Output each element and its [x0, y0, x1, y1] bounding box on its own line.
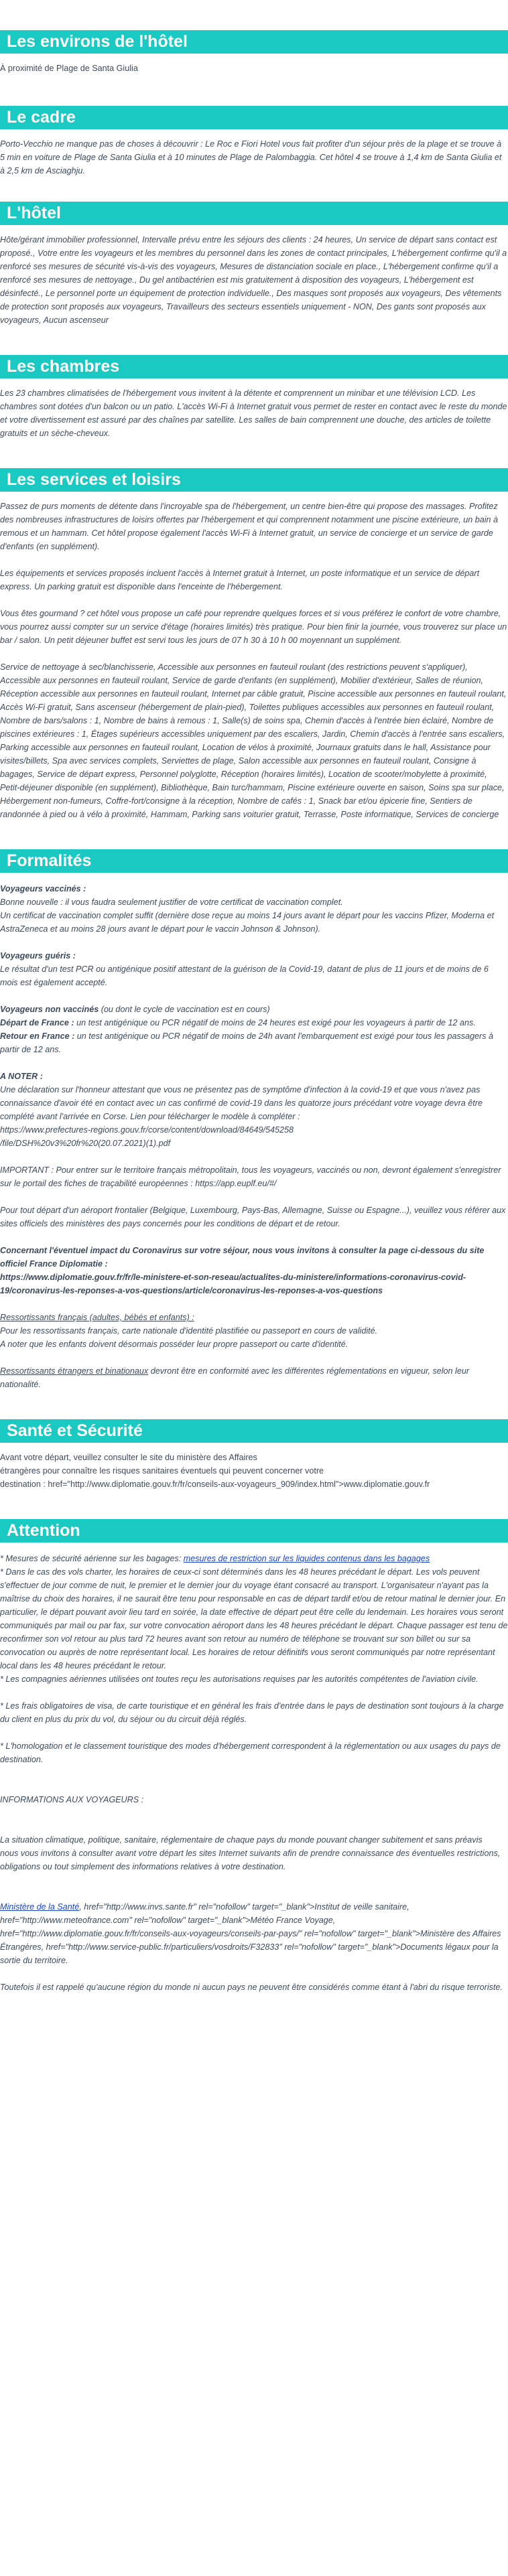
depart-text: un test antigénique ou PCR négatif de moins de 24 heures est exigé pour les voyageurs à partir de 12 ans. [74, 1018, 476, 1027]
section-title-services: Les services et loisirs [0, 468, 508, 492]
chambres-text: Les 23 chambres climatisées de l'hébergement vous invitent à la détente et comprennent un minibar et une télévision LCD. Les chambres sont dotées d'un balcon ou un patio. L'accès Wi-Fi à Internet gratuit vous permet de rester en contact avec le reste du monde et votre divertissement est assuré par des chaînes par satellite. Les salles de bain comprennent une douche, des articles de toilette gratuits et un sèche-cheveux. [0, 388, 507, 438]
retour-line [0, 1029, 508, 1056]
section-title-sante: Santé et Sécurité [0, 1419, 508, 1443]
services-paragraph-3: Vous êtes gourmand ? cet hôtel vous propose un café pour reprendre quelques forces et si vous préférez le confort de votre chambre, vous pourrez aussi compter sur un service d'étage (horaires limités) très pratique. Pour bien finir la journée, vous trouverez sur place un bar / salon. Un petit déjeuner buffet est servi tous les jours de 07 h 30 à 10 h 00 moyennant un supplément. [0, 609, 507, 645]
gueris-text: Le résultat d'un test PCR ou antigénique positif attestant de la guérison de la Covid-19, datant de plus de 11 jours et de moins de 6 mois est également accepté. [0, 964, 489, 987]
anoter-text: Une déclaration sur l'honneur attestant que vous ne présentez pas de symptôme d'infection à la covid-19 et que vous n'avez pas connaissance d'avoir été en contact avec un cas confirmé de covid-19 dans les quatorze jours précédant votre voyage devra être complété avant l'arrivée en Corse. Lien pour télécharger le modèle à compléter : https://www.prefectures-regions.gouv.fr/corse/content/download/84649/545258 /file/DSH%20v3%20fr%20(20.07.2021)(1).pdf [0, 1085, 483, 1148]
vaccines-text: Bonne nouvelle : il vous faudra seulement justifier de votre certificat de vaccination complet. Un certificat de vaccination complet suffit (dernière dose reçue au moins 14 jours avant le départ pour les vaccins Pfizer, Moderna et AstraZeneca et au moins 28 jours avant le départ pour le vaccin Johnson & Johnson). [0, 898, 495, 934]
section-services [0, 468, 508, 821]
sante-text: Avant votre départ, veuillez consulter le site du ministère des Affaires étrangères pour connaître les risques sanitaires éventuels qui peuvent concerner votre destination : href="http://www.diplomatie.gouv.fr/fr/conseils-aux-voyageurs_909/index.html">www.diplomatie.gouv.fr [0, 1453, 430, 1489]
situation-text: La situation climatique, politique, sanitaire, réglementaire de chaque pays du monde pouvant changer subitement et sans préavis nous vous invitons à consulter avant votre départ les sites Internet suivants afin de prendre connaissance des éventuelles restrictions, obligations ou tout simplement des informations relatives à votre destination. [0, 1835, 501, 1871]
section-title-formalites: Formalités [0, 849, 508, 873]
section-title-attention: Attention [0, 1519, 508, 1543]
hotel-text: Hôte/gérant immobilier professionnel, Intervalle prévu entre les séjours des clients : 24 heures, Un service de départ sans contact est proposé., Votre entre les voyageurs et les membres du personnel dans les zones de contact principales, L'hébergement confirme qu'il a renforcé ses mesures de sécurité vis-à-vis des voyageurs, Mesures de distanciation sociale en place., L'hébergement confirme qu'il a renforcé ses mesures de nettoyage., Du gel antibactérien est mis gratuitement à disposition des voyageurs, L'hébergement est désinfecté., Le personnel porte un équipement de protection individuelle., Des masques sont proposés aux voyageurs, Des vêtements de protection sont proposés aux voyageurs, Travailleurs des secteurs essentiels uniquement - NON, Des gants sont proposés aux voyageurs, Aucun ascenseur [0, 235, 507, 325]
concernant-text: Concernant l'éventuel impact du Coronavirus sur votre séjour, nous vous invitons à consulter la page ci-dessous du site officiel France Diplomatie : https://www.diplomatie.gouv.fr/fr/le-ministere-et-son-reseau/actualites-du-ministere/informations-coronavirus-covid-19/coronavirus-les-reponses-a-vos-questions/article/coronavirus-les-reponses-a-vos-questions [0, 1246, 485, 1295]
section-content-environs [0, 54, 508, 75]
section-content-attention [0, 1543, 508, 1994]
ministere-line [0, 1900, 508, 1967]
retour-label: Retour en France : [0, 1031, 75, 1041]
anoter-label: A NOTER : [0, 1072, 43, 1081]
section-content-sante [0, 1443, 508, 1491]
section-cadre [0, 106, 508, 177]
section-sante [0, 1419, 508, 1491]
section-environs [0, 30, 508, 75]
gueris-label: Voyageurs guéris : [0, 951, 76, 960]
section-content-chambres [0, 378, 508, 440]
mesures-prefix: * Mesures de sécurité aérienne sur les bagages: [0, 1554, 184, 1563]
frais-text: * Les frais obligatoires de visa, de carte touristique et en général les frais d'entrée dans le pays de destination sont toujours à la charge du client en plus du prix du vol, du séjour ou du circuit déjà réglés. [0, 1701, 504, 1724]
nonvacc-suffix: (ou dont le cycle de vaccination est en cours) [99, 1005, 270, 1014]
section-content-hotel [0, 225, 508, 327]
depart-etranger-text: Pour tout départ d'un aéroport frontalier (Belgique, Luxembourg, Pays-Bas, Allemagne, Suisse ou Espagne...), veuillez vous référer aux sites officiels des ministères des pays concernés pour les conditions de départ et de retour. [0, 1206, 506, 1228]
section-formalites [0, 849, 508, 1391]
nonvacc-line [0, 1003, 508, 1016]
section-content-cadre [0, 129, 508, 177]
depart-label: Départ de France : [0, 1018, 74, 1027]
important-text: IMPORTANT : Pour entrer sur le territoire français métropolitain, tous les voyageurs, vaccinés ou non, devront également s'enregistrer sur le portail des fiches de traçabilité européennes : https://app.euplf.eu/#/ [0, 1165, 501, 1188]
section-title-hotel: L'hôtel [0, 202, 508, 225]
ressortissants-text: Pour les ressortissants français, carte nationale d'identité plastifiée ou passeport en cours de validité. A noter que les enfants doivent désormais posséder leur propre passeport ou carte d'identité. [0, 1326, 378, 1349]
charter-text: * Dans le cas des vols charter, les horaires de ceux-ci sont déterminés dans les 48 heures précédant le départ. Les vols peuvent s'effectuer de jour comme de nuit, le premier et le dernier jour du voyage étant consacré au transport. L'organisateur n'ayant pas la maîtrise du choix des horaires, il ne saurait être tenu pour responsable en cas de départ tardif et/ou de retour matinal le dernier jour. En particulier, le départ pouvant avoir lieu tard en soirée, la date effective de départ peut être celle du lendemain. Les horaires vous seront communiqués par mail ou par fax, sur votre convocation aéroport dans les 48 heures précédant le départ. Chaque passager est tenu de reconfirmer son vol retour au plus tard 72 heures avant son retour au numéro de téléphone se trouvant sur son billet ou sur sa convocation ou auprès de notre représentant local. Les horaires de retour définitifs vous seront communiqués par notre représentant local dans les 48 heures précédant le retour. * Les compagnies aériennes utilisées ont toutes reçu les autorisations requises par les autorités compétentes de l'aviation civile. [0, 1567, 508, 1684]
mesures-line [0, 1552, 508, 1565]
nonvacc-label: Voyageurs non vaccinés [0, 1005, 99, 1014]
vaccines-label: Voyageurs vaccinés : [0, 884, 86, 893]
toutefois-text: Toutefois il est rappelé qu'aucune région du monde ni aucun pays ne peuvent être considérés comme étant à l'abri du risque terroriste. [0, 1983, 503, 1992]
section-title-cadre: Le cadre [0, 106, 508, 129]
services-paragraph-4: Service de nettoyage à sec/blanchisserie, Accessible aux personnes en fauteuil roulant (des restrictions peuvent s'appliquer), Accessible aux personnes en fauteuil roulant, Service de garde d'enfants (en supplément), Mobilier d'extérieur, Salles de réunion, Réception accessible aux personnes en fauteuil roulant, Internet par câble gratuit, Piscine accessible aux personnes en fauteuil roulant, Accès Wi-Fi gratuit, Sans ascenseur (hébergement de plain-pied), Toilettes publiques accessibles aux personnes en fauteuil roulant, Nombre de bars/salons : 1, Nombre de bains à remous : 1, Salle(s) de soins spa, Chemin d'accès à l'entrée bien éclairé, Nombre de piscines extérieures : 1, Étages supérieurs accessibles uniquement par des escaliers, Jardin, Chemin d'accès à l'entrée sans escaliers, Parking accessible aux personnes en fauteuil roulant, Location de vélos à proximité, Journaux gratuits dans le hall, Assistance pour visites/billets, Spa avec services complets, Serviettes de plage, Salon accessible aux personnes en fauteuil roulant, Consigne à bagages, Service de départ express, Personnel polyglotte, Réception (horaires limités), Location de scooter/mobylette à proximité, Petit-déjeuner disponible (en supplément), Bibliothèque, Bain turc/hammam, Piscine extérieure ouverte en saison, Soins spa sur place, Hébergement non-fumeurs, Coffre-fort/consigne à la réception, Nombre de cafés : 1, Snack bar et/ou épicerie fine, Sentiers de randonnée à pied ou à vélo à proximité, Hammam, Parking sans voiturier gratuit, Terrasse, Poste informatique, Services de concierge [0, 662, 507, 819]
infos-label: INFORMATIONS AUX VOYAGEURS : [0, 1795, 144, 1804]
etrangers-label: Ressortissants étrangers et binationaux [0, 1366, 149, 1376]
page [0, 30, 508, 1994]
section-title-environs: Les environs de l'hôtel [0, 30, 508, 54]
section-content-formalites [0, 873, 508, 1391]
depart-line [0, 1016, 508, 1029]
homologation-text: * L'homologation et le classement touristique des modes d'hébergement correspondent à la réglementation ou aux usages du pays de destination. [0, 1741, 501, 1764]
cadre-text: Porto-Vecchio ne manque pas de choses à découvrir : Le Roc e Fiori Hotel vous fait profiter d'un séjour près de la plage et se trouve à 5 min en voiture de Plage de Santa Giulia et à 10 minutes de Plage de Palombaggia. Cet hôtel 4 se trouve à 1,4 km de Santa Giulia et à 2,5 km de Asciaghju. [0, 139, 502, 175]
section-title-chambres: Les chambres [0, 355, 508, 378]
section-attention [0, 1519, 508, 1994]
retour-text: un test antigénique ou PCR négatif de moins de 24h avant l'embarquement est exigé pour tous les passagers à partir de 12 ans. [0, 1031, 494, 1054]
ministere-rest: , href="http://www.invs.sante.fr" rel="nofollow" target="_blank">Institut de veille sanitaire, href="http://www.meteofrance.com" rel="nofollow" target="_blank">Météo France Voyage, href="http://www.diplomatie.gouv.fr/fr/conseils-aux-voyageurs/conseils-par-pays/" rel="nofollow" target="_blank">Ministère des Affaires Étrangères, href="http://www.service-public.fr/particuliers/vosdroits/F32833" rel="nofollow" target="_blank">Documents légaux pour la sortie du territoire. [0, 1902, 501, 1965]
services-paragraph-1: Passez de purs moments de détente dans l'incroyable spa de l'hébergement, un centre bien-être qui propose des massages. Profitez des nombreuses infrastructures de loisirs offertes par l'hébergement et qui comprennent notamment une piscine extérieure, un bain à remous et un hammam. Cet hôtel propose également l'accès Wi-Fi à Internet gratuit, un service de concierge et un service de garde d'enfants (en supplément). [0, 502, 499, 551]
environs-text: À proximité de Plage de Santa Giulia [0, 64, 138, 73]
ministere-sante-link[interactable]: Ministère de la Santé [0, 1902, 80, 1912]
section-content-services [0, 492, 508, 821]
mesures-link[interactable]: mesures de restriction sur les liquides contenus dans les bagages [183, 1554, 430, 1563]
etrangers-line [0, 1364, 508, 1391]
ressortissants-label: Ressortissants français (adultes, bébés et enfants) : [0, 1313, 194, 1322]
section-hotel [0, 202, 508, 327]
etrangers-text: devront être en conformité avec les différentes réglementations en vigueur, selon leur nationalité. [0, 1366, 470, 1389]
services-paragraph-2: Les équipements et services proposés incluent l'accès à Internet gratuit à Internet, un poste informatique et un service de départ express. Un parking gratuit est disponible dans l'enceinte de l'hébergement. [0, 569, 480, 591]
section-chambres [0, 355, 508, 440]
